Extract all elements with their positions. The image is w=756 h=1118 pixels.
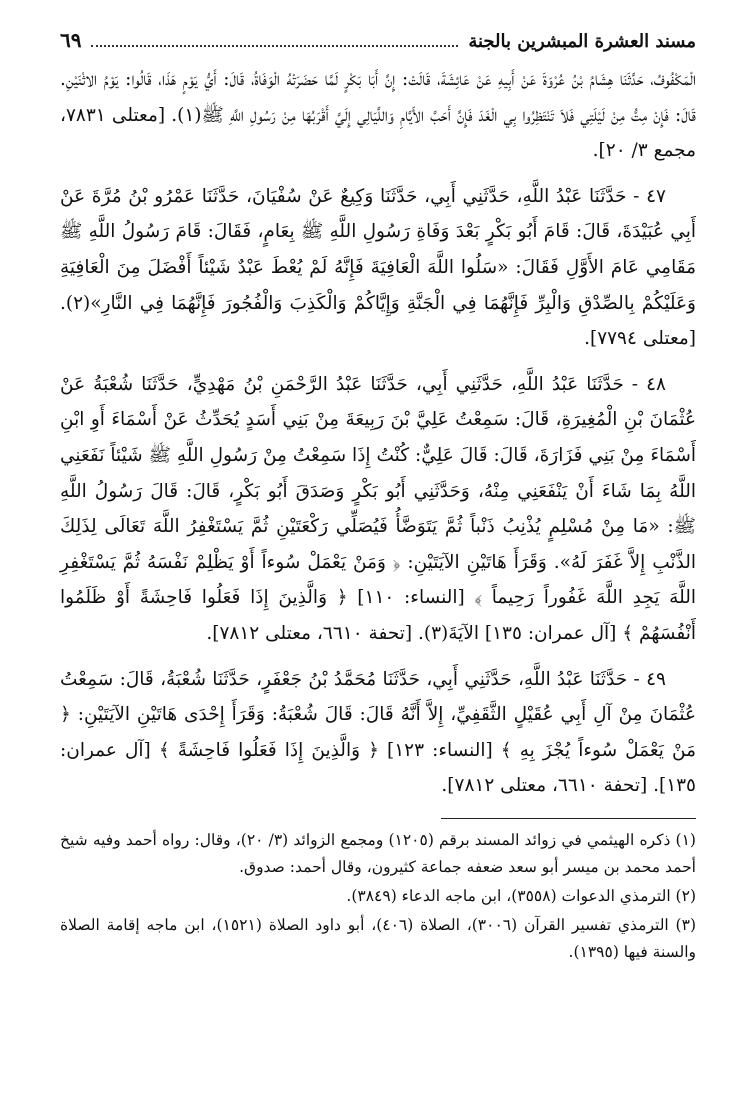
header-title: مسند العشرة المبشرين بالجنة [468, 31, 696, 52]
paragraph-continuation: الْمَكْفُوفُ، حَدَّثَنَا هِشَامُ بْنُ عُرْوَةَ عَنْ أَبِيهِ عَنْ عَائِشَةَ، قَالَتْ: إِنَّ أَبَا بَكْرٍ لَمَّا حَضَرَتْهُ الْوَفَاةُ، قَالَ: أَيُّ يَوْمٍ هَذَا، قَالُوا: يَوْمُ الاثْنَيْنِ. قَالَ: فَإِنْ مِتُّ مِنْ لَيْلَتِي فَلاَ تَنْتَظِرُوا بِي الْغَدَ فَإِنَّ أَحَبَّ الأَيَّامِ وَاللَّيَالِي إِلَيَّ أَقْرَبُهَا مِنْ رَسُولِ اللَّهِ ﷺ(١). [معتلى ٧٨٣١، مجمع ٣/ ٢٠]. [60, 69, 696, 162]
hadith-49: ٤٩ - حَدَّثَنَا عَبْدُ اللَّهِ، حَدَّثَنِي أَبِي، حَدَّثَنَا مُحَمَّدُ بْنُ جَعْفَرٍ، حَدَّثَنَا شُعْبَةُ، قَالَ: سَمِعْتُ عُثْمَانَ مِنْ آلِ أَبِي عُقَيْلٍ الثَّقَفِيِّ، إِلاَّ أَنَّهُ قَالَ: قَالَ شُعْبَةُ: وَقَرَأَ إِحْدَى هَاتَيْنِ الآيَتَيْنِ: ﴿ مَنْ يَعْمَلْ سُوءاً يُجْزَ بِهِ ﴾ [النساء: ١٢٣] ﴿ وَالَّذِينَ إِذَا فَعَلُوا فَاحِشَةً ﴾ [آل عمران: ١٣٥]. [تحفة ٦٦١٠، معتلى ٧٨١٢]. [60, 668, 697, 797]
page-number: ٦٩ [60, 28, 82, 52]
running-header [60, 28, 696, 62]
footnote-2: (٢) الترمذي الدعوات (٣٥٥٨)، ابن ماجه الدعاء (٣٨٤٩). [346, 886, 696, 905]
header-dot-leader [91, 33, 458, 47]
footnote-3: (٣) الترمذي تفسير القرآن (٣٠٠٦)، الصلاة (٤٠٦)، أبو داود الصلاة (١٥٢١)، ابن ماجه إقامة الصلاة والسنة فيها (١٣٩٥). [60, 915, 696, 961]
main-text [60, 62, 696, 804]
hadith-48: ٤٨ - حَدَّثَنَا عَبْدُ اللَّهِ، حَدَّثَنِي أَبِي، حَدَّثَنَا عَبْدُ الرَّحْمَنِ بْنُ مَهْدِيٍّ، حَدَّثَنَا شُعْبَةُ عَنْ عُثْمَانَ بْنِ الْمُغِيرَةِ، قَالَ: سَمِعْتُ عَلِيَّ بْنَ رَبِيعَةَ مِنْ بَنِي أَسَدٍ يُحَدِّثُ عَنْ أَسْمَاءَ أَوِ ابْنِ أَسْمَاءَ مِنْ بَنِي فَزَارَةَ، قَالَ: قَالَ عَلِيٌّ: كُنْتُ إِذَا سَمِعْتُ مِنْ رَسُولِ اللَّهِ ﷺ شَيْئاً نَفَعَنِي اللَّهُ بِمَا شَاءَ أَنْ يَنْفَعَنِي مِنْهُ، وَحَدَّثَنِي أَبُو بَكْرٍ وَصَدَقَ أَبُو بَكْرٍ، قَالَ: قَالَ رَسُولُ اللَّهِ ﷺ: «مَا مِنْ مُسْلِمٍ يُذْنِبُ ذَنْباً ثُمَّ يَتَوَضَّأُ فَيُصَلِّي رَكْعَتَيْنِ ثُمَّ يَسْتَغْفِرُ اللَّهَ تَعَالَى لِذَلِكَ الذَّنْبِ إِلاَّ غَفَرَ لَهُ». وَقَرَأَ هَاتَيْنِ الآيَتَيْنِ: ﴿ وَمَنْ يَعْمَلْ سُوءاً أَوْ يَظْلِمْ نَفْسَهُ ثُمَّ يَسْتَغْفِرِ اللَّهَ يَجِدِ اللَّهَ غَفُوراً رَحِيماً ﴾ [النساء: ١١٠] ﴿ وَالَّذِينَ إِذَا فَعَلُوا فَاحِشَةً أَوْ ظَلَمُوا أَنْفُسَهُمْ ﴾ [آل عمران: ١٣٥] الآيَةَ(٣). [تحفة ٦٦١٠، معتلى ٧٨١٢]. [60, 373, 697, 644]
footnotes [60, 827, 696, 966]
footnote-separator [441, 818, 696, 819]
hadith-47: ٤٧ - حَدَّثَنَا عَبْدُ اللَّهِ، حَدَّثَنِي أَبِي، حَدَّثَنَا وَكِيعٌ عَنْ سُفْيَانَ، حَدَّثَنَا عَمْرُو بْنُ مُرَّةَ عَنْ أَبِي عُبَيْدَةَ، قَالَ: قَامَ أَبُو بَكْرٍ بَعْدَ وَفَاةِ رَسُولِ اللَّهِ ﷺ بِعَامٍ، فَقَالَ: قَامَ رَسُولُ اللَّهِ ﷺ مَقَامِي عَامَ الأَوَّلِ فَقَالَ: «سَلُوا اللَّهَ الْعَافِيَةَ فَإِنَّهُ لَمْ يُعْطَ عَبْدٌ شَيْئاً أَفْضَلَ مِنَ الْعَافِيَةِ وَعَلَيْكُمْ بِالصِّدْقِ وَالْبِرِّ فَإِنَّهُمَا فِي الْجَنَّةِ وَإِيَّاكُمْ وَالْكَذِبَ وَالْفُجُورَ فَإِنَّهُمَا فِي النَّارِ»(٢). [معتلى ٧٧٩٤]. [60, 185, 696, 350]
footnote-1: (١) ذكره الهيثمي في زوائد المسند برقم (١٢٠٥) ومجمع الزوائد (٣/ ٢٠)، وقال: رواه أحمد وفيه شيخ أحمد محمد بن ميسر أبو سعد ضعفه جماعة كثيرون، وقال أحمد: صدوق. [60, 830, 696, 876]
